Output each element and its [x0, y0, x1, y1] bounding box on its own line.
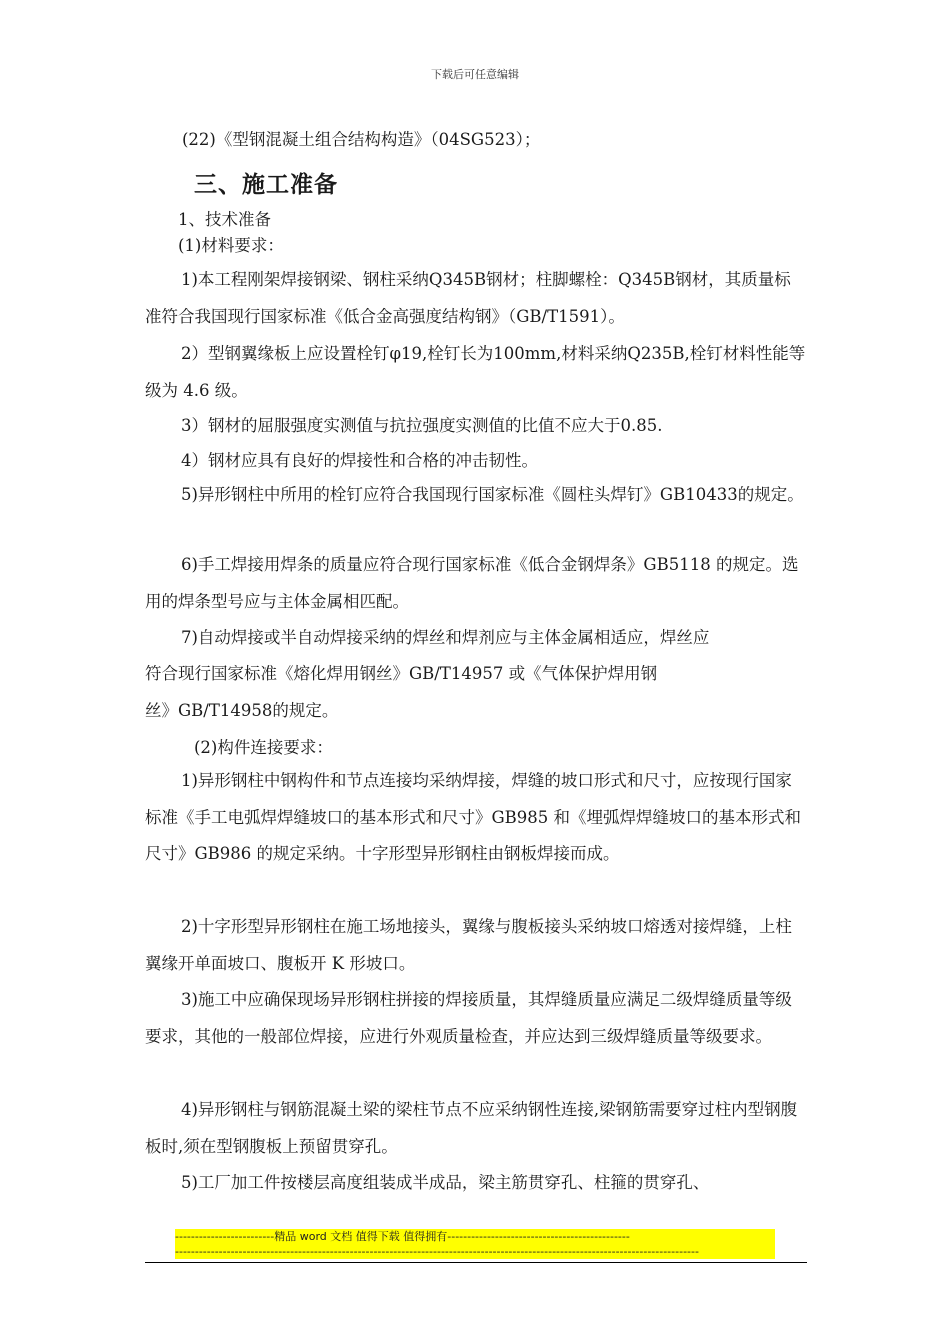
material-item-5: 5)异形钢柱中所用的栓钉应符合我国现行国家标准《圆柱头焊钉》GB10433的规定。 [181, 485, 804, 504]
header-note: 下载后可任意编辑 [431, 68, 519, 81]
subsection-technical-prep: 1、技术准备 [178, 210, 271, 229]
material-item-3: 3）钢材的屈服强度实测值与抗拉强度实测值的比值不应大于0.85. [181, 416, 663, 435]
material-item-6: 6)手工焊接用焊条的质量应符合现行国家标准《低合金钢焊条》GB5118 的规定。选用的焊条型号应与主体金属相匹配。 [145, 555, 799, 611]
connection-item-4: 4)异形钢柱与钢筋混凝土梁的梁柱节点不应采纳钢性连接,梁钢筋需要穿过柱内型钢腹板时,须在型钢腹板上预留贯穿孔。 [145, 1100, 798, 1156]
material-item-7-line2: 符合现行国家标准《熔化焊用钢丝》GB/T14957 或《气体保护焊用钢 [145, 664, 658, 683]
material-item-4: 4）钢材应具有良好的焊接性和合格的冲击韧性。 [181, 451, 538, 470]
footer-banner-line-1: -------------------------精品 word 文档 值得下载 值得拥有---------------------------------------------- [175, 1229, 775, 1244]
material-item-7-line3: 丝》GB/T14958的规定。 [145, 701, 339, 720]
material-item-7-line1: 7)自动焊接或半自动焊接采纳的焊丝和焊剂应与主体金属相适应，焊丝应 [181, 628, 710, 647]
material-item-1: 1)本工程刚架焊接钢梁、钢柱采纳Q345B钢材；柱脚螺栓：Q345B钢材，其质量标准符合我国现行国家标准《低合金高强度结构钢》（GB/T1591）。 [145, 270, 791, 326]
section-heading: 三、施工准备 [194, 172, 338, 198]
connection-item-3: 3)施工中应确保现场异形钢柱拼接的焊接质量，其焊缝质量应满足二级焊缝质量等级要求，其他的一般部位焊接，应进行外观质量检查，并应达到三级焊缝质量等级要求。 [145, 990, 792, 1046]
footer-divider [145, 1262, 807, 1263]
subsection-material-requirements: (1)材料要求： [178, 236, 284, 255]
subsection-connection-requirements: (2)构件连接要求： [194, 738, 333, 757]
connection-item-1: 1)异形钢柱中钢构件和节点连接均采纳焊接，焊缝的坡口形式和尺寸，应按现行国家标准《手工电弧焊焊缝坡口的基本形式和尺寸》GB985 和《埋弧焊焊缝坡口的基本形式和尺寸》GB986 的规定采纳。十字形型异形钢柱由钢板焊接而成。 [145, 771, 802, 863]
reference-item-22: (22)《型钢混凝土组合结构构造》（04SG523）； [182, 130, 541, 149]
material-item-2: 2）型钢翼缘板上应设置栓钉φ19,栓钉长为100mm,材料采纳Q235B,栓钉材料性能等级为 4.6 级。 [145, 344, 806, 400]
connection-item-2: 2)十字形型异形钢柱在施工场地接头，翼缘与腹板接头采纳坡口熔透对接焊缝，上柱翼缘开单面坡口、腹板开 K 形坡口。 [145, 917, 792, 973]
footer-banner-line-2: ------------------------------------------------------------------------------------------------------------------------------------ [175, 1244, 775, 1259]
connection-item-5: 5)工厂加工件按楼层高度组装成半成品，梁主筋贯穿孔、柱箍的贯穿孔、 [181, 1173, 710, 1192]
